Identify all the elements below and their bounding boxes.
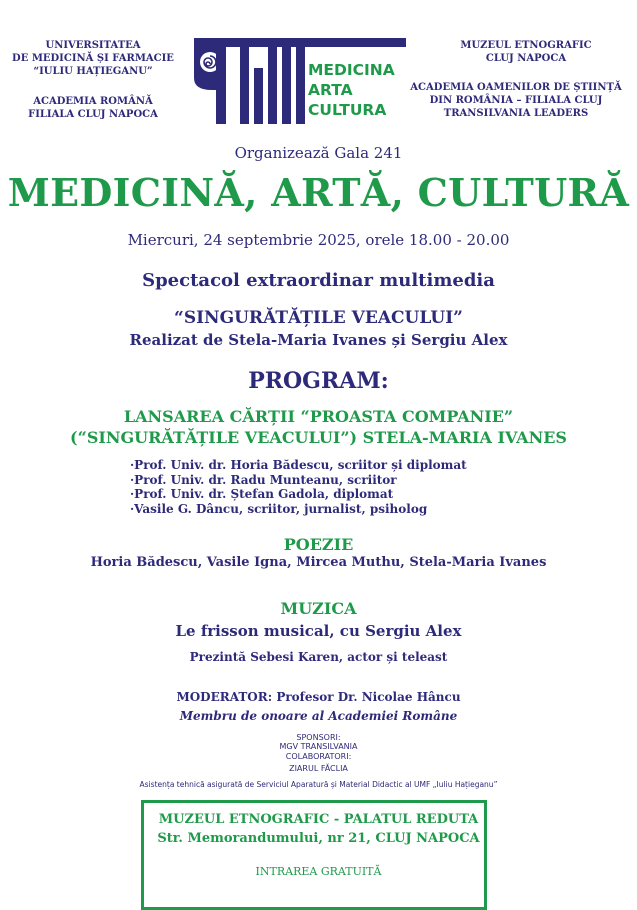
header-text-line: “IULIU HAȚIEGANU” [33, 66, 153, 77]
header-text-line: DIN ROMÂNIA – FILIALA CLUJ [429, 95, 603, 106]
book-launch-title-line1: LANSAREA CĂRȚII “PROASTA COMPANIE” [123, 407, 514, 426]
event-date: Miercuri, 24 septembrie 2025, orele 18.00 - 20.00 [127, 231, 510, 249]
poetry-performers: Horia Bădescu, Vasile Igna, Mircea Muthu, Stela-Maria Ivanes [90, 555, 547, 570]
header-muzeu-block [415, 39, 637, 65]
logo-text-cultura: CULTURA [308, 101, 387, 119]
show-title: “SINGURĂTĂȚILE VEACULUI” [174, 308, 463, 328]
speaker-item: ·Prof. Univ. dr. Horia Bădescu, scriitor și diplomat [130, 458, 467, 472]
venue-name: MUZEUL ETNOGRAFIC - PALATUL REDUTA [158, 812, 479, 827]
page-title: MEDICINĂ, ARTĂ, CULTURĂ [7, 170, 630, 215]
header-text-line: CLUJ NAPOCA [485, 53, 567, 64]
sponsor-name: MGV TRANSILVANIA [279, 742, 358, 751]
speaker-list [130, 458, 467, 516]
moderator-title: Membru de onoare al Academiei Române [179, 709, 458, 723]
header-text-line: DE MEDICINĂ ȘI FARMACIE [12, 53, 174, 64]
header-text-line: FILIALA CLUJ NAPOCA [28, 109, 158, 120]
header-text-line: TRANSILVANIA LEADERS [443, 108, 589, 119]
speaker-item: ·Vasile G. Dâncu, scriitor, jurnalist, psiholog [130, 501, 428, 516]
collaborators-heading: COLABORATORI: [285, 752, 352, 761]
music-performer: Le frisson musical, cu Sergiu Alex [175, 622, 462, 640]
moderator-line: MODERATOR: Profesor Dr. Nicolae Hâncu [176, 690, 461, 704]
organizer-line: Organizează Gala 241 [234, 144, 403, 162]
header-umf-block [0, 39, 186, 78]
music-heading: MUZICA [280, 599, 357, 618]
venue-address: Str. Memorandumului, nr 21, CLUJ NAPOCA [157, 831, 480, 846]
presenter-line: Prezintă Sebesi Karen, actor și teleast [189, 650, 448, 664]
speaker-item: ·Prof. Univ. dr. Ștefan Gadola, diplomat [130, 487, 394, 501]
poetry-heading: POEZIE [283, 535, 354, 554]
header-text-line: UNIVERSITATEA [45, 40, 141, 51]
show-authors: Realizat de Stela-Maria Ivanes și Sergiu Alex [129, 331, 508, 349]
collaborator-name: ZIARUL FĂCLIA [289, 764, 348, 773]
speaker-item: ·Prof. Univ. dr. Radu Munteanu, scriitor [130, 472, 397, 487]
header-text-line: MUZEUL ETNOGRAFIC [460, 40, 592, 51]
book-launch-title-line2: (“SINGURĂTĂȚILE VEACULUI”) STELA-MARIA IVANES [70, 428, 567, 447]
header-academia-block [0, 95, 186, 121]
program-heading: PROGRAM: [248, 368, 389, 394]
logo-text-medicina: MEDICINA [308, 61, 395, 79]
header-aos-block [395, 81, 637, 120]
free-entry-note: INTRAREA GRATUITĂ [255, 865, 382, 878]
header-text-line: ACADEMIA OAMENILOR DE ȘTIINȚĂ [410, 82, 622, 93]
sponsors-heading: SPONSORI: [296, 733, 341, 742]
header-text-line: ACADEMIA ROMÂNĂ [33, 96, 153, 107]
technical-assistance-note: Asistența tehnică asigurată de Serviciul Aparatură și Material Didactic al UMF „Iuliu Hațieganu” [139, 780, 498, 789]
logo-text-arta: ARTA [308, 81, 353, 99]
show-type: Spectacol extraordinar multimedia [142, 270, 495, 291]
